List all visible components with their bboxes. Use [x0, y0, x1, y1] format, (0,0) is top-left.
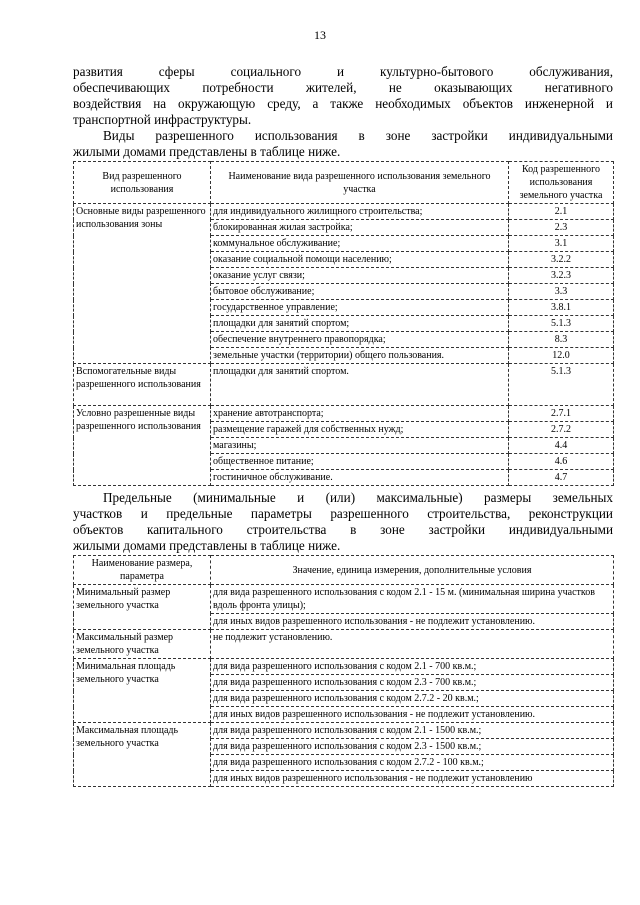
- table-row: [74, 659, 614, 675]
- intro-paragraph: [73, 64, 613, 128]
- page-number: 13: [314, 28, 326, 42]
- permitted-use-table: [73, 161, 614, 486]
- table2-intro: [73, 490, 613, 554]
- use-code-cell: 4.7: [509, 470, 614, 486]
- parameter-name-cell: Максимальный размер земельного участка: [74, 630, 211, 659]
- use-code-cell: 3.8.1: [509, 300, 614, 316]
- use-code-cell: 3.2.2: [509, 252, 614, 268]
- use-code-cell: 4.4: [509, 438, 614, 454]
- column-header: Код разрешенного использования земельного участка: [509, 162, 614, 204]
- use-code-cell: 3.3: [509, 284, 614, 300]
- column-header: Вид разрешенного использования: [74, 162, 211, 204]
- column-header: Наименование вида разрешенного использования земельного участка: [211, 162, 509, 204]
- table-row: [74, 364, 614, 406]
- intro-line: воздействия на окружающую среду, а также необходимых объектов инженерной и: [73, 96, 613, 111]
- table-row: [74, 630, 614, 659]
- use-name-cell: бытовое обслуживание;: [211, 284, 509, 300]
- table-row: [74, 585, 614, 614]
- use-name-cell: оказание социальной помощи населению;: [211, 252, 509, 268]
- table2-intro-line: жилыми домами представлены в таблице ниже.: [73, 538, 341, 553]
- column-header: Значение, единица измерения, дополнительные условия: [211, 556, 614, 585]
- parameters-table: [73, 555, 614, 787]
- parameter-value-cell: для вида разрешенного использования с кодом 2.7.2 - 100 кв.м.;: [211, 755, 614, 771]
- parameters-body: [74, 585, 614, 787]
- use-code-cell: 4.6: [509, 454, 614, 470]
- use-category-cell: Основные виды разрешенного использования зоны: [74, 204, 211, 364]
- parameter-value-cell: не подлежит установлению.: [211, 630, 614, 659]
- page-content: [73, 64, 613, 787]
- parameter-value-cell: для вида разрешенного использования с кодом 2.1 - 1500 кв.м.;: [211, 723, 614, 739]
- use-name-cell: магазины;: [211, 438, 509, 454]
- parameter-value-cell: для иных видов разрешенного использования - не подлежит установлению: [211, 771, 614, 787]
- table-row: [74, 723, 614, 739]
- parameter-value-cell: для вида разрешенного использования с кодом 2.3 - 1500 кв.м.;: [211, 739, 614, 755]
- use-category-cell: Вспомогательные виды разрешенного использования: [74, 364, 211, 406]
- use-name-cell: гостиничное обслуживание.: [211, 470, 509, 486]
- use-code-cell: 2.3: [509, 220, 614, 236]
- parameter-value-cell: для иных видов разрешенного использования - не подлежит установлению.: [211, 707, 614, 723]
- table2-intro-line: участков и предельные параметры разрешенного строительства, реконструкции: [73, 506, 613, 521]
- parameter-value-cell: для вида разрешенного использования с кодом 2.3 - 700 кв.м.;: [211, 675, 614, 691]
- use-code-cell: 3.2.3: [509, 268, 614, 284]
- use-name-cell: коммунальное обслуживание;: [211, 236, 509, 252]
- parameter-value-cell: для вида разрешенного использования с кодом 2.7.2 - 20 кв.м.;: [211, 691, 614, 707]
- parameter-name-cell: Максимальная площадь земельного участка: [74, 723, 211, 787]
- use-code-cell: 5.1.3: [509, 364, 614, 406]
- use-name-cell: государственное управление;: [211, 300, 509, 316]
- table1-intro: [73, 128, 613, 160]
- table-header-row: [74, 556, 614, 585]
- use-code-cell: 2.1: [509, 204, 614, 220]
- table-header-row: [74, 162, 614, 204]
- use-name-cell: оказание услуг связи;: [211, 268, 509, 284]
- use-name-cell: общественное питание;: [211, 454, 509, 470]
- permitted-use-body: [74, 204, 614, 486]
- table2-intro-line: Предельные (минимальные и (или) максимальные) размеры земельных: [103, 490, 613, 505]
- use-code-cell: 12.0: [509, 348, 614, 364]
- parameter-name-cell: Минимальная площадь земельного участка: [74, 659, 211, 723]
- parameter-value-cell: для иных видов разрешенного использования - не подлежит установлению.: [211, 614, 614, 630]
- intro-line: развития сферы социального и культурно-бытового обслуживания,: [73, 64, 613, 79]
- use-code-cell: 3.1: [509, 236, 614, 252]
- use-category-cell: Условно разрешенные виды разрешенного использования: [74, 406, 211, 486]
- table-row: [74, 406, 614, 422]
- use-name-cell: хранение автотранспорта;: [211, 406, 509, 422]
- table1-intro-line: жилыми домами представлены в таблице ниже.: [73, 144, 341, 159]
- use-name-cell: обеспечение внутреннего правопорядка;: [211, 332, 509, 348]
- use-name-cell: для индивидуального жилищного строительства;: [211, 204, 509, 220]
- intro-line: обеспечивающих потребности жителей, не оказывающих негативного: [73, 80, 613, 95]
- parameter-value-cell: для вида разрешенного использования с кодом 2.1 - 700 кв.м.;: [211, 659, 614, 675]
- table2-intro-line: объектов капитального строительства в зоне застройки индивидуальными: [73, 522, 613, 537]
- parameter-value-cell: для вида разрешенного использования с кодом 2.1 - 15 м. (минимальная ширина участков вдоль фронта улицы);: [211, 585, 614, 614]
- use-code-cell: 8.3: [509, 332, 614, 348]
- use-name-cell: земельные участки (территории) общего пользования.: [211, 348, 509, 364]
- use-code-cell: 2.7.1: [509, 406, 614, 422]
- use-name-cell: площадки для занятий спортом.: [211, 364, 509, 406]
- use-name-cell: размещение гаражей для собственных нужд;: [211, 422, 509, 438]
- parameter-name-cell: Минимальный размер земельного участка: [74, 585, 211, 630]
- table1-intro-line: Виды разрешенного использования в зоне застройки индивидуальными: [103, 128, 613, 143]
- use-code-cell: 5.1.3: [509, 316, 614, 332]
- use-name-cell: площадки для занятий спортом;: [211, 316, 509, 332]
- use-name-cell: блокированная жилая застройка;: [211, 220, 509, 236]
- use-code-cell: 2.7.2: [509, 422, 614, 438]
- table-row: [74, 204, 614, 220]
- intro-line: транспортной инфраструктуры.: [73, 112, 252, 127]
- column-header: Наименование размера, параметра: [74, 556, 211, 585]
